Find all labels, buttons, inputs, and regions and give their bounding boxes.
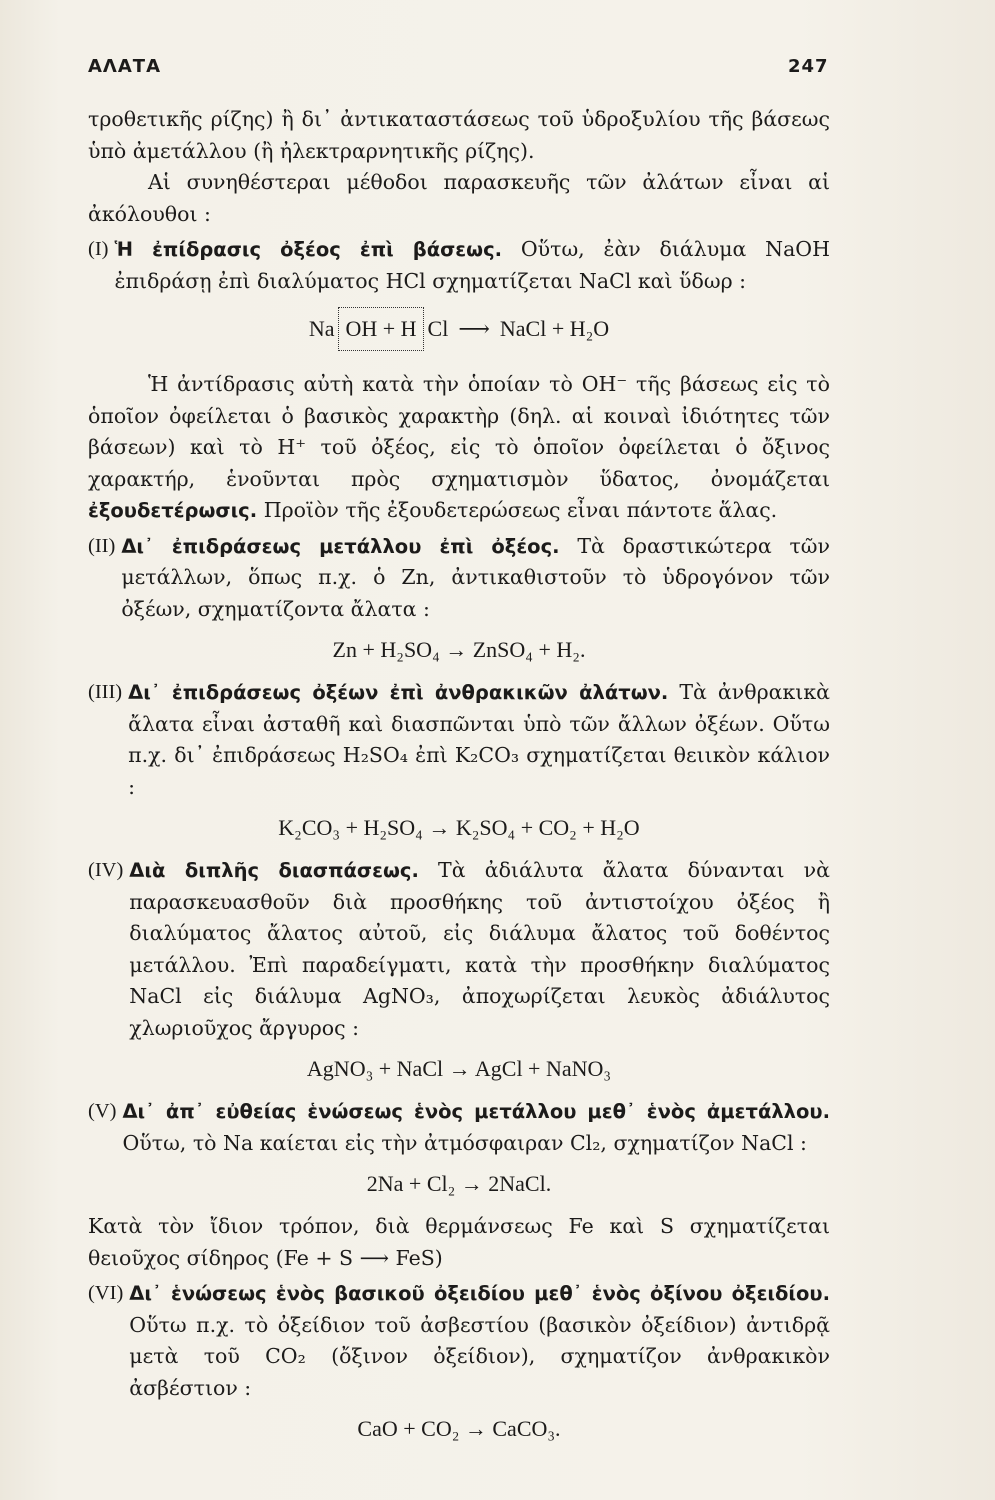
method-4 [88, 855, 830, 1044]
method-3 [88, 677, 830, 803]
equation-neutralization [88, 307, 830, 351]
method-body [128, 677, 830, 803]
method-number: (III) [88, 681, 123, 703]
eq-boxed-water-formers: OH + H [338, 307, 423, 351]
method-title: Δι᾿ ἑνώσεως ἑνὸς βασικοῦ ὀξειδίου μεθ᾿ ἑνὸς ὀξίνου ὀξειδίου. [129, 1282, 830, 1305]
method-number: (IV) [88, 859, 124, 881]
method-title: Ἡ ἐπίδρασις ὀξέος ἐπὶ βάσεως. [114, 238, 503, 261]
method-body [121, 531, 830, 626]
method-text: Τὰ ἀδιάλυτα ἄλατα δύνανται νὰ παρασκευασθοῦν διὰ προσθήκης τοῦ ἀντιστοίχου ὀξέος ἢ διαλύματος ἄλατος αὐτοῦ, εἰς διάλυμα ἄλατος τοῦ δοθέντος μετάλλου. Ἐπὶ παραδείγματι, κατὰ τὴν προσθήκην διαλύματος NaCl εἰς διάλυμα AgNO₃, ἀποχωρίζεται λευκὸς ἀδιάλυτος χλωριοῦχος ἄργυρος : [129, 858, 830, 1040]
running-header-title: ΑΛΑΤΑ [88, 56, 162, 77]
equation-carbonate: K₂CO₃ + H₂SO₄ → K₂SO₄ + CO₂ + H₂O [278, 815, 640, 840]
equation-calcium-oxide: CaO + CO₂ → CaCO₃. [357, 1416, 561, 1441]
paragraph-iron-sulfide: Κατὰ τὸν ἴδιον τρόπον, διὰ θερμάνσεως Fe καὶ S σχηματίζεται θειοῦχος σίδηρος (Fe + S ⟶ FeS) [88, 1214, 830, 1270]
method-title: Δι᾿ ἐπιδράσεως μετάλλου ἐπὶ ὀξέος. [121, 534, 560, 558]
method-number: (I) [88, 238, 109, 260]
method-number: (II) [88, 534, 116, 557]
eq-arrow: ⟶ [458, 316, 490, 341]
method-body [129, 1278, 830, 1404]
method-5 [88, 1096, 830, 1159]
method-body [114, 234, 830, 297]
page-number: 247 [788, 56, 829, 77]
method-number: (VI) [88, 1282, 124, 1304]
eq-cl: Cl [427, 316, 449, 341]
neutralization-text: Ἡ ἀντίδρασις αὐτὴ κατὰ τὴν ὁποίαν τὸ OH⁻ τῆς βάσεως εἰς τὸ ὁποῖον ὀφείλεται ὁ βασικὸς χαρακτὴρ (δηλ. αἱ κοιναὶ ἰδιότητες τῶν βάσεων) καὶ τὸ H⁺ τοῦ ὀξέος, εἰς τὸ ὁποῖον ὀφείλεται ὁ ὄξινος χαρακτήρ, ἑνοῦνται πρὸς σχηματισμὸν ὕδατος, ὀνομάζεται [88, 372, 830, 491]
equation-sodium-chlorine: 2Na + Cl₂ → 2NaCl. [366, 1171, 552, 1196]
method-body [122, 1096, 830, 1159]
method-text: Οὕτω, τὸ Na καίεται εἰς τὴν ἀτμόσφαιραν Cl₂, σχηματίζον NaCl : [122, 1130, 807, 1155]
method-body [129, 855, 830, 1044]
method-text: Οὕτω, ἐὰν διάλυμα NaOH ἐπιδράσῃ ἐπὶ διαλύματος HCl σχηματίζεται NaCl καὶ ὕδωρ : [114, 237, 830, 293]
method-text: Οὕτω π.χ. τὸ ὀξείδιον τοῦ ἀσβεστίου (βασικὸν ὀξείδιον) ἀντιδρᾷ μετὰ τοῦ CO₂ (ὄξινον ὀξείδιον), σχηματίζον ἀνθρακικὸν ἀσβέστιον : [129, 1312, 830, 1400]
equation-zinc: Zn + H₂SO₄ → ZnSO₄ + H₂. [332, 637, 586, 662]
neutralization-term: ἐξουδετέρωσις. [88, 499, 258, 522]
eq-products: NaCl + H₂O [499, 316, 610, 341]
method-number: (V) [88, 1100, 117, 1122]
paragraph-continuation: τροθετικῆς ρίζης) ἢ δι᾿ ἀντικαταστάσεως τοῦ ὑδροξυλίου τῆς βάσεως ὑπὸ ἀμετάλλου (ἢ ἠλεκτραρνητικῆς ρίζης). [88, 107, 830, 163]
neutralization-text-end: Προϊὸν τῆς ἐξουδετερώσεως εἶναι πάντοτε ἅλας. [263, 498, 778, 522]
method-title: Διὰ διπλῆς διασπάσεως. [129, 859, 419, 882]
paragraph-methods-intro: Αἱ συνηθέστεραι μέθοδοι παρασκευῆς τῶν ἀλάτων εἶναι αἱ ἀκόλουθοι : [88, 170, 830, 226]
method-title: Δι᾿ ἀπ᾿ εὐθείας ἑνώσεως ἑνὸς μετάλλου μεθ᾿ ἑνὸς ἀμετάλλου. [122, 1100, 830, 1123]
paragraph-neutralization [88, 369, 830, 527]
method-6 [88, 1278, 830, 1404]
page-body [88, 104, 830, 1456]
method-title: Δι᾿ ἐπιδράσεως ὀξέων ἐπὶ ἀνθρακικῶν ἀλάτων. [128, 681, 669, 704]
equation-silver: AgNO₃ + NaCl → AgCl + NaNO₃ [306, 1056, 612, 1081]
method-text: Τὰ δραστικώτερα τῶν μετάλλων, ὅπως π.χ. ὁ Zn, ἀντικαθιστοῦν τὸ ὑδρογόνον τῶν ὀξέων, σχηματίζοντα ἄλατα : [121, 533, 830, 621]
method-2 [88, 531, 830, 626]
method-1 [88, 234, 830, 297]
eq-na: Na [308, 316, 335, 341]
method-text: Τὰ ἀνθρακικὰ ἄλατα εἶναι ἀσταθῆ καὶ διασπῶνται ὑπὸ τῶν ἄλλων ὀξέων. Οὕτω π.χ. δι᾿ ἐπιδράσεως H₂SO₄ ἐπὶ K₂CO₃ σχηματίζεται θειικὸν κάλιον : [128, 680, 830, 799]
